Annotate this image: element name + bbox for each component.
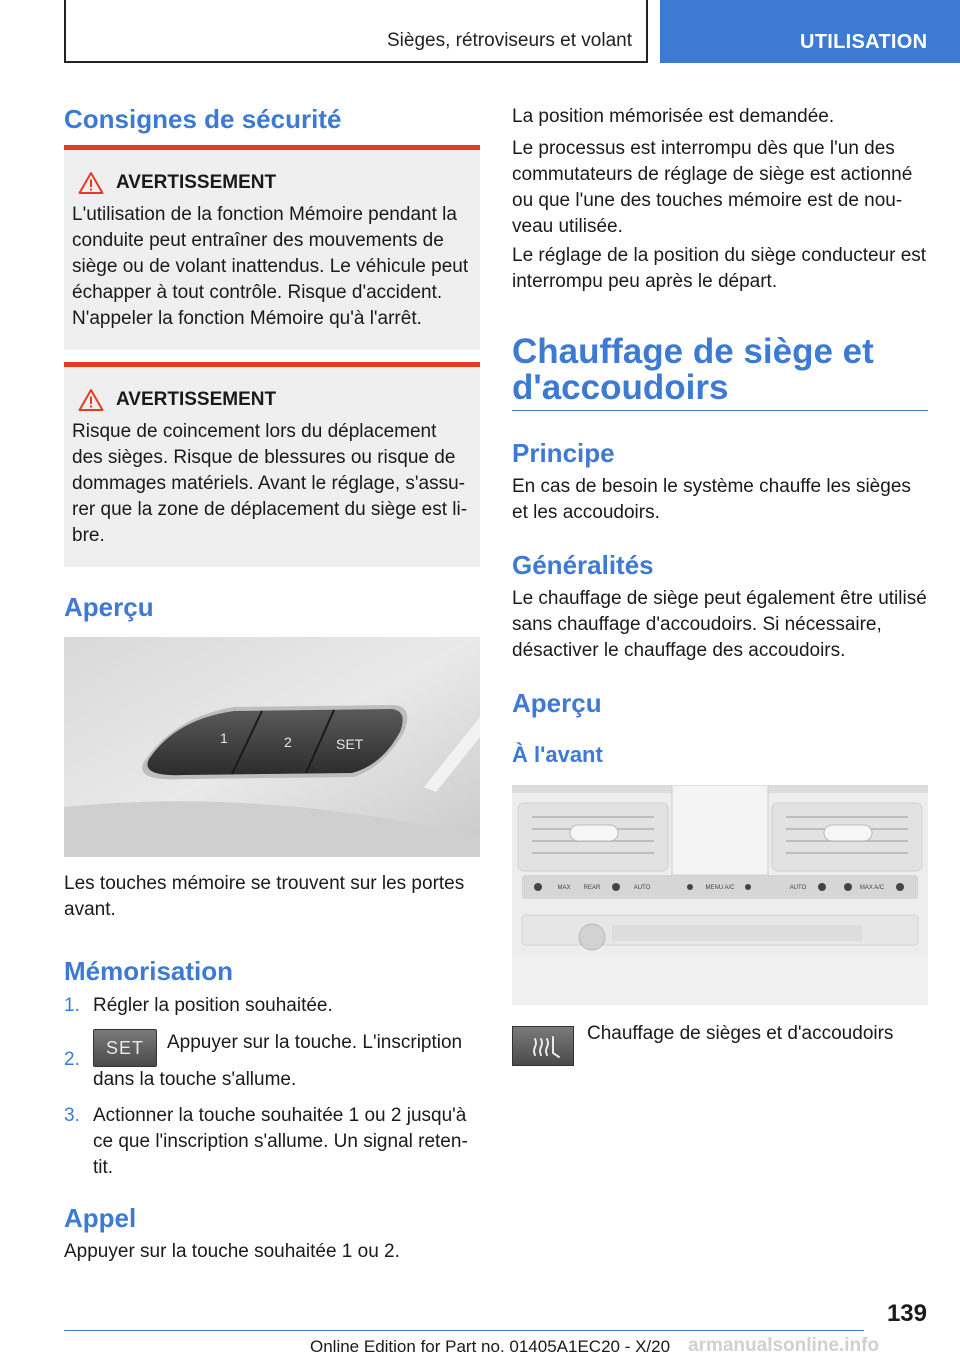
warning-title: AVERTISSEMENT (116, 389, 277, 410)
step-text: Appuyer sur la touche. L'inscription dans la touche s'allume. (93, 1032, 463, 1090)
set-button-icon: SET (93, 1029, 157, 1067)
photo-label-set: SET (336, 736, 364, 752)
overview-heading-right: Aperçu (512, 688, 602, 718)
recall-text-1: La position mémorisée est demandée. (512, 106, 835, 127)
step-text: Régler la position souhaitée. (93, 995, 333, 1016)
safety-heading: Consignes de sécurité (64, 104, 342, 134)
call-text: Appuyer sur la touche souhaitée 1 ou 2. (64, 1241, 400, 1262)
console-label: REAR (583, 885, 601, 891)
general-text: Le chauffage de siège peut également être utilisé sans chauffage d'accoudoirs. Si nécessaire, désactiver le chauffage des accoudoirs. (512, 588, 927, 661)
step-item (64, 993, 480, 1019)
console-label: MENU A/C (705, 885, 735, 891)
warning-triangle-icon (78, 388, 104, 412)
warning-triangle-icon (78, 171, 104, 195)
step-item (64, 1029, 480, 1093)
console-label: AUTO (633, 885, 651, 891)
console-label: MAX A/C (859, 885, 885, 891)
memory-buttons-photo (64, 637, 480, 857)
step-text: Actionner la touche souhaitée 1 ou 2 jusqu'à ce que l'inscription s'allume. Un signal retentit. (93, 1105, 468, 1178)
climate-console-photo (512, 785, 928, 1005)
warning-text: L'utilisation de la fonction Mémoire pendant la conduite peut entraîner des mouvements de siège ou de volant inattendus. Le véhicule peut échapper à tout contrôle. Risque d'accident. N'appeler la fonction Mémoire qu'à l'arrêt. (72, 204, 469, 329)
seat-heating-button-icon (512, 1026, 574, 1066)
heading-rule (512, 410, 928, 411)
console-label: AUTO (789, 885, 807, 891)
section-title: Sièges, rétroviseurs et volant (386, 30, 632, 51)
footer-edition: Online Edition for Part no. 01405A1EC20 - X/20 (310, 1337, 671, 1356)
warning-title: AVERTISSEMENT (116, 172, 277, 193)
memorize-heading: Mémorisation (64, 956, 234, 986)
chapter-tab[interactable]: UTILISATION (660, 0, 960, 63)
step-number: 2. (64, 1049, 80, 1070)
overview-heading: Aperçu (64, 592, 154, 622)
photo-caption: Les touches mémoire se trouvent sur les portes avant. (64, 873, 465, 920)
header-box (64, 0, 648, 63)
warning-box-memory (64, 145, 480, 350)
watermark-logo: armanualsonline.info (688, 1335, 880, 1356)
warning-box-pinch (64, 362, 480, 567)
heat-caption: Chauffage de sièges et d'accoudoirs (587, 1023, 894, 1044)
front-heading: À l'avant (512, 742, 603, 767)
memorize-steps (64, 993, 480, 1191)
page-number: 139 (886, 1300, 927, 1327)
footer-rule (64, 1330, 864, 1331)
call-heading: Appel (64, 1203, 137, 1233)
step-number: 3. (64, 1105, 80, 1126)
heating-heading: Chauffage de siège et d'accoudoirs (512, 332, 874, 407)
photo-label-1: 1 (220, 730, 228, 746)
recall-text-2: Le processus est interrompu dès que l'un des commutateurs de réglage de siège est actionné ou que l'une des touches mémoire est de nouveau utilisée. (512, 138, 913, 237)
principle-text: En cas de besoin le système chauffe les sièges et les accoudoirs. (512, 476, 911, 523)
step-number: 1. (64, 995, 80, 1016)
recall-text-3: Le réglage de la position du siège conducteur est interrompu peu après le départ. (512, 245, 927, 292)
photo-label-2: 2 (284, 734, 292, 750)
warning-text: Risque de coincement lors du déplacement des sièges. Risque de blessures ou risque de dommages matériels. Avant le réglage, s'assurer que la zone de déplacement du siège est libre. (72, 421, 468, 546)
console-label: MAX (557, 885, 571, 891)
principle-heading: Principe (512, 438, 615, 468)
general-heading: Généralités (512, 550, 654, 580)
step-item (64, 1103, 480, 1181)
